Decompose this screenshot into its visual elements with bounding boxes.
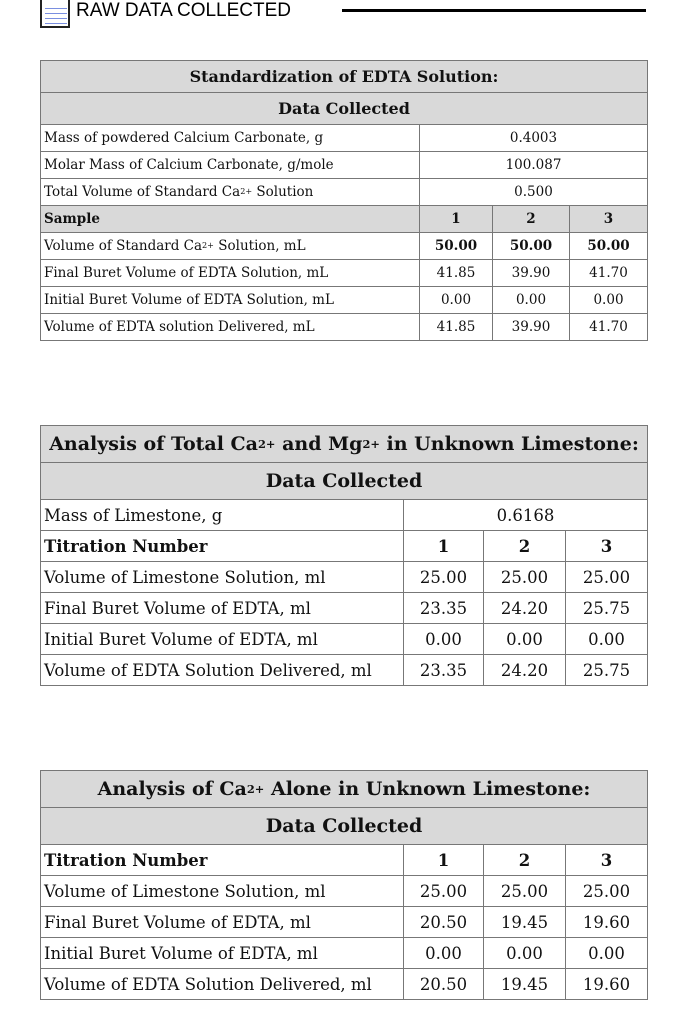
- mass-limestone-label: Mass of Limestone, g: [41, 500, 404, 531]
- table-row: [41, 624, 648, 655]
- cell-value: 0.00: [570, 287, 648, 314]
- cell-value: 39.90: [493, 314, 570, 341]
- column-header-label: Titration Number: [41, 531, 404, 562]
- row-label: Volume of Limestone Solution, ml: [41, 562, 404, 593]
- cell-value: 25.75: [566, 593, 648, 624]
- cell-value: 0.00: [484, 938, 566, 969]
- edta-standardization-table: [40, 60, 648, 341]
- cell-value: 19.45: [484, 907, 566, 938]
- cell-value: 20.50: [404, 907, 484, 938]
- total-volume-value: 0.500: [420, 179, 648, 206]
- table-title: Standardization of EDTA Solution:: [41, 61, 648, 93]
- column-header: 3: [566, 845, 648, 876]
- cell-value: 25.00: [566, 562, 648, 593]
- column-header-label: Sample: [41, 206, 420, 233]
- table-row: [41, 287, 648, 314]
- column-header: 3: [566, 531, 648, 562]
- column-header: 2: [484, 845, 566, 876]
- table-title: Analysis of Total $Ca^{2+}$ and $Mg^{2+}$ in Unknown Limestone:: [41, 426, 648, 463]
- cell-value: 0.00: [404, 624, 484, 655]
- ca-alone-table: [40, 770, 648, 1000]
- row-label: Volume of EDTA Solution Delivered, ml: [41, 655, 404, 686]
- row-label: Initial Buret Volume of EDTA Solution, mL: [41, 287, 420, 314]
- row-label: Volume of Standard $Ca^{2+}$ Solution, mL: [41, 233, 420, 260]
- column-header-label: Titration Number: [41, 845, 404, 876]
- cell-value: 0.00: [566, 938, 648, 969]
- row-label: Final Buret Volume of EDTA, ml: [41, 593, 404, 624]
- cell-value: 23.35: [404, 593, 484, 624]
- mass-caco3-value: 0.4003: [420, 125, 648, 152]
- column-header: 1: [404, 845, 484, 876]
- cell-value: 41.85: [420, 314, 493, 341]
- cell-value: 0.00: [566, 624, 648, 655]
- section-title: RAW DATA COLLECTED: [76, 0, 292, 21]
- column-header: 2: [493, 206, 570, 233]
- row-label: Volume of EDTA Solution Delivered, ml: [41, 969, 404, 1000]
- cell-value: 0.00: [484, 624, 566, 655]
- cell-value: 41.70: [570, 314, 648, 341]
- mass-limestone-value: 0.6168: [404, 500, 648, 531]
- cell-value: 19.45: [484, 969, 566, 1000]
- row-label: Final Buret Volume of EDTA Solution, mL: [41, 260, 420, 287]
- row-label: Volume of EDTA solution Delivered, mL: [41, 314, 420, 341]
- table-row: [41, 260, 648, 287]
- cell-value: 25.00: [404, 876, 484, 907]
- cell-value: 19.60: [566, 907, 648, 938]
- row-label: Volume of Limestone Solution, ml: [41, 876, 404, 907]
- table-row: [41, 314, 648, 341]
- section-header: [40, 0, 646, 30]
- table-row: [41, 233, 648, 260]
- table-subtitle: Data Collected: [41, 93, 648, 125]
- column-header: 1: [404, 531, 484, 562]
- cell-value: 23.35: [404, 655, 484, 686]
- cell-value: 50.00: [420, 233, 493, 260]
- table-row: [41, 655, 648, 686]
- table-row: [41, 876, 648, 907]
- cell-value: 25.00: [484, 562, 566, 593]
- row-label: Final Buret Volume of EDTA, ml: [41, 907, 404, 938]
- table-row: [41, 562, 648, 593]
- column-header: 1: [420, 206, 493, 233]
- row-label: Initial Buret Volume of EDTA, ml: [41, 938, 404, 969]
- cell-value: 25.00: [404, 562, 484, 593]
- cell-value: 24.20: [484, 593, 566, 624]
- total-ca-mg-table: [40, 425, 648, 686]
- table-title: Analysis of $Ca^{2+}$ Alone in Unknown Limestone:: [41, 771, 648, 808]
- table-row: [41, 969, 648, 1000]
- molar-mass-label: Molar Mass of Calcium Carbonate, g/mole: [41, 152, 420, 179]
- cell-value: 0.00: [404, 938, 484, 969]
- cell-value: 39.90: [493, 260, 570, 287]
- molar-mass-value: 100.087: [420, 152, 648, 179]
- table-row: [41, 907, 648, 938]
- column-header: 2: [484, 531, 566, 562]
- cell-value: 25.00: [484, 876, 566, 907]
- cell-value: 41.70: [570, 260, 648, 287]
- cell-value: 25.75: [566, 655, 648, 686]
- cell-value: 50.00: [493, 233, 570, 260]
- total-volume-label: Total Volume of Standard $Ca^{2+}$ Solution: [41, 179, 420, 206]
- cell-value: 41.85: [420, 260, 493, 287]
- cell-value: 20.50: [404, 969, 484, 1000]
- table-subtitle: Data Collected: [41, 463, 648, 500]
- table-row: [41, 938, 648, 969]
- cell-value: 0.00: [493, 287, 570, 314]
- cell-value: 50.00: [570, 233, 648, 260]
- table-subtitle: Data Collected: [41, 808, 648, 845]
- cell-value: 24.20: [484, 655, 566, 686]
- document-icon: [40, 0, 70, 28]
- table-row: [41, 593, 648, 624]
- mass-caco3-label: Mass of powdered Calcium Carbonate, g: [41, 125, 420, 152]
- row-label: Initial Buret Volume of EDTA, ml: [41, 624, 404, 655]
- cell-value: 0.00: [420, 287, 493, 314]
- cell-value: 25.00: [566, 876, 648, 907]
- column-header: 3: [570, 206, 648, 233]
- cell-value: 19.60: [566, 969, 648, 1000]
- header-rule: [342, 9, 646, 12]
